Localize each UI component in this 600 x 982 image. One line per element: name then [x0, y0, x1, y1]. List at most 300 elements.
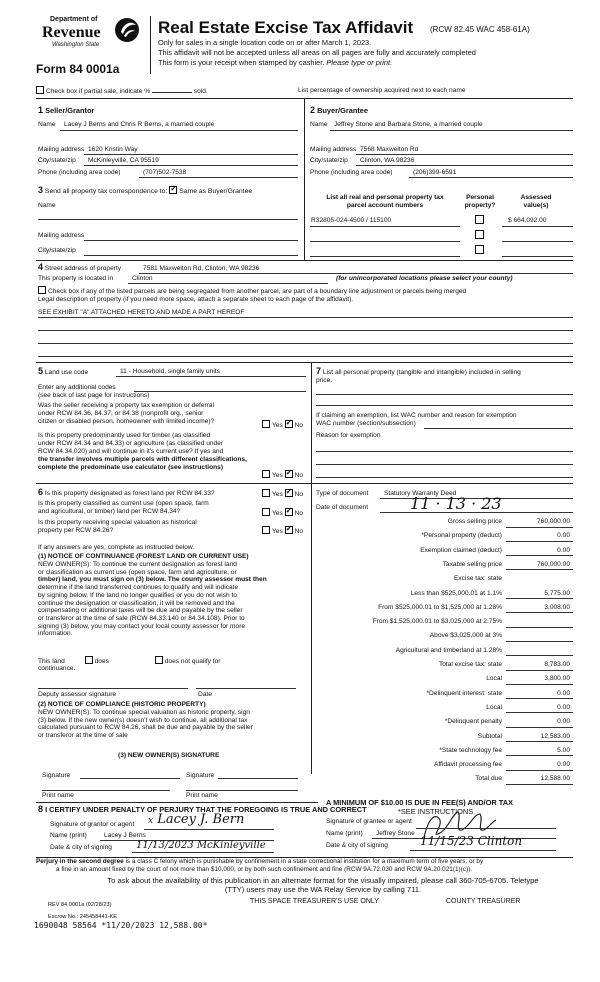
parcel-col-header — [310, 194, 460, 210]
notice-1-text — [38, 561, 310, 638]
land-use-row — [38, 366, 88, 377]
grantor-name-label: Name (print) — [50, 832, 87, 839]
current-use-yes-label: Yes — [272, 510, 283, 517]
current-use-yes-checkbox[interactable] — [262, 508, 270, 516]
owner-signature-label-1: Signature — [42, 772, 71, 779]
notice-2-title: (2) NOTICE OF COMPLIANCE (HISTORIC PROPERTY) — [38, 701, 206, 708]
add-codes-line — [134, 391, 306, 392]
deputy-sig-label: Deputy assessor signature — [38, 691, 117, 698]
tax-row-line — [506, 712, 573, 713]
assessed-line-3 — [502, 256, 573, 257]
located-in-label: This property is located in — [38, 275, 114, 282]
historic-q-line-1: Is this property receiving special valuation as historical — [38, 519, 197, 526]
current-use-q-line-1: Is this property classified as current use (open space, farm — [38, 500, 209, 507]
tax-row-value[interactable]: 0.00 — [557, 546, 570, 554]
seller-city-line — [84, 165, 298, 166]
timber-q-line-2: under RCW 84.34 and 84.33) or agriculture (as classified under — [38, 439, 224, 447]
land-does-not-checkbox[interactable] — [155, 656, 163, 664]
corr-name-line — [38, 219, 298, 220]
tax-row-value[interactable]: 5.00 — [557, 746, 570, 754]
street-address-row — [38, 262, 121, 273]
buyer-section-title — [310, 105, 368, 116]
partial-sold-label: sold. — [193, 88, 208, 95]
perjury-line-2: a fine in an amount fixed by the court of not more than $10,000, or by both such confinement and fine (RCW 9A.72.030 and RCW 9A.20.021(1)(c)). — [56, 865, 472, 873]
doc-date-value[interactable]: 11 · 13 · 23 — [410, 494, 502, 513]
personal-checkbox-3[interactable] — [475, 245, 484, 254]
land-use-num: 5 — [38, 366, 44, 376]
street-address-line — [139, 273, 573, 274]
corr-address-label: Mailing address — [38, 232, 85, 239]
buyer-address-value[interactable]: 7568 Maxwelton Rd — [360, 146, 419, 153]
land-does-label: does — [94, 658, 109, 665]
tax-row-line — [506, 555, 573, 556]
grantor-name-value[interactable]: Lacey J Berns — [104, 832, 146, 839]
historic-no-label: No — [294, 528, 304, 535]
assessed-value[interactable]: $ 664,092.00 — [508, 217, 547, 224]
owner-print-label-1: Print name — [42, 792, 74, 799]
grantor-date-line — [132, 852, 274, 853]
grantor-sig-label: Signature of grantor or agent — [50, 821, 135, 828]
timber-question — [38, 432, 308, 472]
partial-sale-checkbox[interactable] — [36, 86, 44, 94]
land-use-label: Land use code — [44, 369, 89, 376]
grantee-date-line — [410, 850, 556, 851]
rule-s4 — [36, 260, 573, 261]
header-note-2: This affidavit will not be accepted unless all areas on all pages are fully and accurately completed — [158, 48, 476, 57]
notice-2-line-3: calculated pursuant to RCW 84.26, shall be due and payable by the seller — [38, 724, 253, 732]
exemption-q-line-2: under RCW 84.36, 84.37, or 84.38 (nonprofit org., senior — [38, 409, 204, 417]
tax-row-label: Total excise tax: state — [438, 661, 502, 668]
treasurer-stamp: 1690048 58564 *11/20/2023 12,588.00* — [34, 921, 208, 930]
tax-row-line — [506, 670, 573, 671]
tax-row-value[interactable]: 0.00 — [557, 532, 570, 540]
notice-2-line-2: (3) below. If the new owner(s) doesn't wish to continue, all additional tax — [38, 716, 248, 724]
grantee-name-value[interactable]: Jeffrey Stone — [376, 830, 415, 837]
deputy-date-label: Date — [198, 691, 212, 698]
seller-section-title — [38, 105, 94, 116]
seller-phone-value[interactable]: (707)502-7538 — [143, 169, 187, 176]
tax-row-line — [506, 770, 573, 771]
land-use-value[interactable]: 11 - Household, single family units — [120, 368, 220, 375]
buyer-address-line — [356, 154, 573, 155]
doc-type-value[interactable]: Statutory Warranty Deed — [384, 490, 457, 497]
add-codes-label: Enter any additional codes — [38, 384, 116, 391]
buyer-city-line — [356, 165, 573, 166]
forest-no-label: No — [294, 491, 304, 498]
timber-no-checkbox[interactable] — [285, 470, 293, 478]
owner-sig-line-1[interactable] — [80, 778, 180, 779]
header-note-3a: This form is your receipt when stamped by cashier. — [158, 58, 325, 67]
seller-name-label: Name — [38, 121, 56, 128]
tax-row-line — [506, 627, 573, 628]
alt-format-line-2: (TTY) users may use the WA Relay Service by calling 711. — [224, 885, 422, 895]
tax-row-line — [506, 755, 573, 756]
personal-property-num: 7 — [316, 366, 322, 376]
form-number: Form 84 0001a — [36, 62, 120, 76]
rule-s6 — [36, 483, 573, 484]
street-label: Street address of property — [44, 265, 122, 272]
personal-property-line-1 — [316, 366, 574, 377]
tax-row-value[interactable]: 12,583.00 — [540, 732, 570, 740]
buyer-title: Buyer/Grantee — [317, 106, 369, 115]
owner-print-line-1[interactable] — [42, 790, 170, 791]
notice-1-line-7: compensating or additional taxes will be due and payable by the seller — [38, 607, 243, 615]
exemption-question — [38, 402, 260, 426]
partial-sale-label: Check box if partial sale, indicate % — [46, 88, 151, 95]
tax-row-line — [506, 684, 573, 685]
legal-desc-value[interactable]: SEE EXHIBIT "A" ATTACHED HERETO AND MADE A PART HEREOF — [38, 309, 245, 316]
notice-3-title: (3) NEW OWNER(S) SIGNATURE — [118, 752, 220, 759]
tax-row-line — [506, 598, 573, 599]
timber-q-line-3: RCW 84.34.020) and will continue in it's current use? If yes and — [38, 447, 224, 455]
tax-row-label: Less than $525,000.01 at 1.1% — [410, 589, 502, 597]
seller-name-line — [60, 130, 298, 131]
personal-checkbox-1[interactable] — [475, 215, 484, 224]
forest-question — [38, 487, 266, 498]
tax-row-line — [506, 698, 573, 699]
if-any-note: If any answers are yes, complete as instructed below. — [38, 544, 195, 551]
personal-property-text — [316, 366, 574, 385]
tax-row-label: Gross selling price — [447, 518, 502, 525]
tax-row-label: Above $3,025,000 at 3% — [429, 632, 502, 640]
rule-s8 — [36, 802, 318, 803]
doc-date-label: Date of document — [316, 504, 369, 511]
tax-row-value[interactable]: 760,000.00 — [536, 518, 570, 525]
located-in-value[interactable]: Clinton — [132, 275, 153, 282]
notice-1-line-9: signing (3) below, you may contact your local county assessor for more — [38, 622, 246, 630]
tax-row-line — [506, 741, 573, 742]
personal-property-label-1: List all personal property (tangible and intangible) included in selling — [322, 369, 521, 376]
parcel-line-2 — [310, 241, 460, 242]
grantee-sig-label: Signature of grantee or agent — [326, 818, 412, 825]
exemption-yes-checkbox[interactable] — [262, 420, 270, 428]
exemption-q-line-3: citizen or disabled person, homeowner with limited income)? — [38, 417, 215, 425]
timber-q-line-1: Is this property predominantly used for timber (as classified — [38, 432, 211, 439]
ownership-note: List percentage of ownership acquired next to each name — [298, 87, 466, 94]
tax-row-line — [506, 527, 573, 528]
exemption-no-label: No — [294, 422, 304, 429]
timber-q-line-4: the transfer involves multiple parcels with different classifications, — [38, 455, 247, 463]
notice-1-line-2: or classification as current use (open space, farm and agriculture, or — [38, 568, 237, 576]
tax-row-label: From $525,000.01 to $1,525,000 at 1.28% — [378, 603, 502, 611]
state-label: Washington State — [52, 42, 100, 48]
seller-phone-label: Phone (including area code) — [38, 169, 121, 176]
current-use-q-line-2: and agricultural, or timber) land per RCW 84.34? — [38, 507, 181, 515]
county-treasurer-label: COUNTY TREASURER — [446, 898, 521, 905]
tax-row-label: From $1,525,000.01 to $3,025,000 at 2.75% — [372, 618, 502, 626]
segregate-row — [38, 286, 578, 296]
notice-2-line-4: or transferor at the time of sale — [38, 732, 128, 740]
seller-address-line — [84, 154, 298, 155]
pp-line-2 — [316, 405, 573, 406]
form-title: Real Estate Excise Tax Affidavit — [158, 18, 414, 37]
same-as-buyer-checkbox[interactable] — [169, 186, 177, 194]
same-as-buyer-label: Same as Buyer/Grantee — [179, 188, 253, 195]
historic-question — [38, 519, 262, 535]
grantor-sig-line — [144, 829, 274, 830]
corr-address-line — [84, 240, 298, 241]
buyer-name-label: Name — [310, 121, 328, 128]
legal-line-1 — [38, 317, 573, 318]
forest-num: 6 — [38, 487, 44, 497]
notice-1-line-8: or transferor at the time of sale (RCW 84.33.140 or 84.34.108). Prior to — [38, 614, 245, 622]
deputy-date-line — [196, 688, 296, 689]
buyer-phone-label: Phone (including area code) — [310, 169, 393, 176]
tax-row-label: Local — [486, 675, 502, 683]
tax-row-value[interactable]: 8,783.00 — [544, 661, 570, 668]
current-use-no-checkbox[interactable] — [285, 508, 293, 516]
tax-row-value[interactable]: 3,800.00 — [544, 675, 570, 683]
buyer-city-label: City/state/zip — [310, 157, 348, 164]
header-note-1: Only for sales in a single location code on or after March 1, 2023. — [158, 38, 372, 47]
tax-row-value[interactable]: 3,008.00 — [544, 603, 570, 611]
forest-yes-checkbox[interactable] — [262, 489, 270, 497]
segregate-checkbox[interactable] — [38, 286, 46, 294]
certify-title: I CERTIFY UNDER PENALTY OF PERJURY THAT THE FOREGOING IS TRUE AND CORRECT — [45, 805, 367, 814]
seller-address-value[interactable]: 1620 Kristin Way — [88, 146, 138, 153]
treasurer-only-label: THIS SPACE TREASURER'S USE ONLY — [250, 898, 379, 905]
seller-address-label: Mailing address — [38, 146, 85, 153]
assessed-col-header-2: value(s) — [523, 201, 549, 209]
personal-col-header-2: property? — [464, 201, 496, 209]
timber-no-label: No — [294, 472, 304, 479]
buyer-phone-line — [409, 177, 573, 178]
doc-date-line — [380, 512, 573, 513]
tax-row-label: *Personal property (deduct) — [421, 532, 502, 540]
buyer-city-value[interactable]: Clinton, WA 98236 — [360, 157, 415, 164]
land-does-checkbox[interactable] — [85, 656, 93, 664]
corr-city-line — [84, 255, 298, 256]
buyer-address-label: Mailing address — [310, 146, 357, 153]
tax-row-label: Excise tax: state — [453, 575, 502, 583]
correspondence-row — [38, 185, 252, 196]
header-note-3b: Please type or print. — [326, 58, 393, 67]
parcel-number[interactable]: R32805-024-4500 / 115100 — [311, 217, 392, 224]
tax-row-label: Subtotal — [477, 732, 502, 740]
notice-1-line-5: by signing below. If the land no longer qualifies or you do not wish to — [38, 591, 238, 599]
tax-row-value[interactable]: 0.00 — [557, 703, 570, 711]
tax-row-label: *Delinquent penalty — [444, 718, 502, 726]
reason-label: Reason for exemption — [316, 432, 381, 439]
pp-line-1 — [316, 394, 573, 395]
parcel-line-1 — [310, 226, 460, 227]
assessed-col-header — [506, 194, 566, 210]
notice-1-line-6: continue the designation or classification, it will be removed and the — [38, 599, 235, 607]
notice-2-line-1: NEW OWNER(S): To continue special valuation as historic property, sign — [38, 709, 250, 716]
personal-col-header-1: Personal — [466, 194, 494, 201]
historic-q-line-2: property per RCW 84.26? — [38, 526, 114, 534]
reason-line-1 — [316, 451, 573, 452]
parcel-col-header-2: parcel account numbers — [346, 201, 424, 209]
grantor-date-value[interactable]: 11/13/2023 McKinleyville — [136, 840, 266, 851]
grantor-signature-mark: x — [148, 816, 154, 826]
located-in-line — [128, 283, 328, 284]
tax-row-label: Affidavit processing fee — [433, 761, 502, 769]
seller-phone-line — [139, 177, 298, 178]
rule-s5 — [36, 362, 573, 363]
form-rcw: (RCW 82.45 WAC 458-61A) — [430, 25, 530, 34]
land-use-line — [116, 376, 306, 377]
timber-yes-label: Yes — [272, 472, 283, 479]
tax-row-label: *Delinquent interest: state — [426, 689, 502, 697]
seller-num: 1 — [38, 105, 44, 115]
forest-answer — [262, 489, 303, 499]
dor-emblem-icon — [114, 16, 140, 44]
notice-1-line-3: timber) land, you must sign on (3) below. The county assessor must then — [38, 576, 267, 584]
continuance-label: continuance. — [38, 665, 76, 672]
current-use-no-label: No — [294, 510, 304, 517]
buyer-name-value[interactable]: Jeffrey Stone and Barbara Stone, a married couple — [334, 121, 483, 128]
rule-mid-s5 — [311, 362, 312, 774]
header-divider — [150, 16, 151, 74]
seller-title: Seller/Grantor — [45, 106, 95, 115]
grantor-signature-text: Lacey J. Bern — [157, 812, 245, 827]
tax-row-label: Exemption claimed (deduct) — [420, 546, 502, 554]
tax-row-value[interactable]: 760,000.00 — [536, 560, 570, 568]
legal-line-4 — [38, 356, 573, 357]
grantor-signature[interactable] — [148, 812, 244, 828]
grantee-date-label: Date & city of signing — [326, 842, 388, 849]
header-note-3 — [158, 59, 392, 68]
minimum-fee-note: A MINIMUM OF $10.00 IS DUE IN FEE(S) AND/OR TAX — [326, 798, 513, 807]
partial-sale-row — [36, 85, 208, 96]
exemption-q-line-1: Was the seller receiving a property tax exemption or deferral — [38, 402, 215, 409]
buyer-num: 2 — [310, 105, 316, 115]
deputy-sig-line — [38, 688, 188, 689]
owner-print-label-2: Print name — [186, 792, 218, 799]
revenue-wordmark: Revenue — [42, 24, 101, 41]
reason-line-2 — [316, 464, 573, 465]
see-instructions-note: *SEE INSTRUCTIONS — [398, 807, 474, 816]
notice-2-text — [38, 709, 310, 740]
timber-q-line-5: complete the predominate use calculator (see instructions) — [38, 463, 224, 471]
tax-row-value[interactable]: 0.00 — [557, 689, 570, 697]
historic-answer — [262, 526, 303, 536]
this-land-row — [38, 656, 308, 666]
grantee-name-label: Name (print) — [326, 830, 363, 837]
exemption-yes-label: Yes — [272, 422, 283, 429]
tax-row-line — [506, 541, 573, 542]
tax-row-value[interactable]: 0.00 — [557, 718, 570, 726]
grantee-date-value[interactable]: 11/15/23 Clinton — [420, 834, 523, 848]
doc-type-label: Type of document — [316, 490, 369, 497]
owner-sig-line-2[interactable] — [218, 778, 298, 779]
tax-row-line — [506, 727, 573, 728]
historic-no-checkbox[interactable] — [285, 526, 293, 534]
corr-city-label: City/state/zip — [38, 247, 76, 254]
tax-row-label: Taxable selling price — [442, 560, 502, 568]
escrow-number: Escrow No.: 245458441-KE — [48, 914, 118, 920]
tax-row-label: Local — [486, 703, 502, 711]
timber-yes-checkbox[interactable] — [262, 470, 270, 478]
parcel-line-3 — [310, 256, 460, 257]
notice-1-title: (1) NOTICE OF CONTINUANCE (FOREST LAND OR CURRENT USE) — [38, 553, 249, 560]
forest-yes-label: Yes — [272, 491, 283, 498]
tax-row-value[interactable]: 5,775.00 — [544, 589, 570, 597]
correspondence-label: Send all property tax correspondence to: — [44, 188, 168, 195]
corr-name-label: Name — [38, 202, 56, 209]
personal-col-header — [460, 194, 500, 210]
rev-number: REV 84 0001a (02/28/23) — [48, 902, 112, 908]
this-land-label: This land — [38, 658, 65, 665]
alt-format-line-1: To ask about the availability of this publication in an alternate format for the visually impaired, please call 360-705-6705. Teletype — [107, 876, 539, 885]
certify-num: 8 — [38, 804, 44, 814]
buyer-phone-value[interactable]: (206)399-6591 — [413, 169, 457, 176]
notice-1-line-10: information. — [38, 630, 73, 638]
buyer-name-line — [330, 130, 573, 131]
alt-format-text — [58, 876, 588, 894]
seller-name-value[interactable]: Lacey J Berns and Chris R Berns, a married couple — [64, 121, 215, 128]
add-codes-note: (see back of last page for instructions) — [38, 392, 150, 399]
forest-q-line-1: Is this property designated as forest land per RCW 84.33? — [44, 490, 215, 497]
perjury-bold: Perjury in the second degree — [36, 858, 124, 865]
correspondence-num: 3 — [38, 185, 44, 195]
notice-1-line-4: determine if the land transferred continues to qualify and will indicate — [38, 584, 239, 592]
exempt-line-1: If claiming an exemption, list WAC number and reason for exemption — [316, 412, 517, 419]
tax-row-line — [506, 641, 573, 642]
land-does-not-label: does not qualify for — [164, 658, 221, 665]
reason-line-3 — [316, 477, 573, 478]
rule-mid-top — [304, 98, 305, 260]
located-in-note: (for unincorporated locations please select your county) — [336, 275, 513, 282]
perjury-line-1 — [36, 858, 582, 866]
current-use-answer — [262, 508, 303, 518]
segregate-label: Check box if any of the listed parcels are being segregated from another parcel, are part of a boundary line adjustment or parcels being merged — [48, 288, 467, 295]
owner-signature-label-2: Signature — [186, 772, 215, 779]
tax-row-label: Total due — [475, 775, 502, 783]
personal-checkbox-2[interactable] — [475, 230, 484, 239]
notice-1-line-1: NEW OWNER(S): To continue the current designation as forest land — [38, 561, 237, 568]
timber-answer — [262, 470, 303, 480]
tax-row-line — [506, 569, 573, 570]
tax-row-value[interactable]: 12,588.00 — [540, 775, 570, 783]
assessed-col-header-1: Assessed — [520, 194, 552, 201]
tax-row-label: Agricultural and timberland at 1.28% — [395, 646, 502, 654]
tax-row-line — [506, 655, 573, 656]
assessed-line-1 — [502, 226, 573, 227]
exemption-no-checkbox[interactable] — [285, 420, 293, 428]
tax-row-value[interactable]: 0.00 — [557, 761, 570, 769]
forest-no-checkbox[interactable] — [285, 489, 293, 497]
perjury-rest: is a class C felony which is punishable by confinement in a state correctional institution for a maximum term of five years, or by — [123, 858, 484, 865]
wac-number-line — [424, 428, 573, 429]
current-use-question — [38, 500, 262, 516]
legal-line-2 — [38, 330, 573, 331]
assessed-line-2 — [502, 241, 573, 242]
exempt-text — [316, 412, 574, 428]
partial-percent-field[interactable] — [152, 85, 192, 93]
street-address-value[interactable]: 7581 Maxwelton Rd, Clinton, WA 98236 — [143, 265, 260, 272]
dept-of-label: Department of — [50, 16, 98, 23]
tax-row-line — [506, 612, 573, 613]
exempt-line-2: WAC number (section/subsection) — [316, 419, 416, 427]
historic-yes-label: Yes — [272, 528, 283, 535]
historic-yes-checkbox[interactable] — [262, 526, 270, 534]
owner-print-line-2[interactable] — [186, 790, 298, 791]
seller-city-value[interactable]: McKinleyville, CA 95519 — [88, 157, 159, 164]
grantor-date-label: Date & city of signing — [50, 844, 112, 851]
street-num: 4 — [38, 262, 44, 272]
personal-property-line-2: price. — [316, 376, 333, 384]
parcel-col-header-1: List all real and personal property tax — [326, 194, 444, 201]
legal-desc-label: Legal description of property (if you need more space, attach a separate sheet to each page of the affidavit). — [38, 296, 354, 303]
dor-logo — [30, 16, 140, 60]
seller-city-label: City/state/zip — [38, 157, 76, 164]
tax-row-line — [506, 784, 573, 785]
exemption-answer — [262, 420, 303, 430]
tax-row-label: *State technology fee — [439, 746, 502, 754]
perjury-text — [36, 858, 582, 873]
